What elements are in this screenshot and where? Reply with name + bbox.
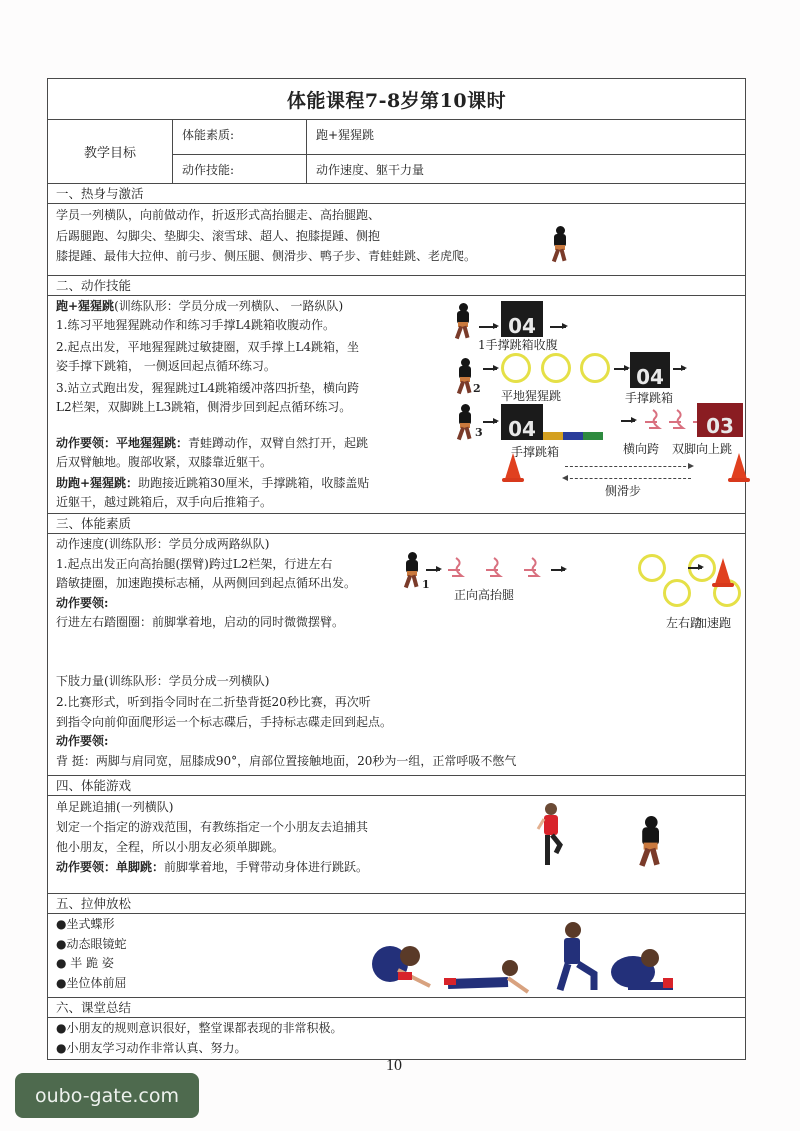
arrow-icon [621, 420, 635, 422]
leg-title: 下肢力量(训练队形：学员分成一列横队) [56, 673, 270, 688]
hurdle-icon [446, 556, 470, 578]
section-stretch [48, 913, 745, 997]
arrow-icon [673, 368, 685, 370]
diagram-label: 侧滑步 [605, 484, 642, 498]
diagram-label: 手撑跳箱 [511, 445, 560, 459]
skills-diagram [443, 296, 743, 511]
stretch-item: ●坐位体前屈 [56, 975, 127, 990]
cone-icon [731, 453, 747, 479]
watermark-badge: oubo-gate.com [15, 1073, 199, 1118]
arrow-icon [550, 326, 566, 328]
dashed-arrow-left-icon [565, 478, 691, 479]
cone-base [712, 583, 734, 587]
skills-subtitle: 跑+猩猩跳(训练队形：学员分成一列横队、 一路纵队) [56, 299, 344, 313]
goal-value-skill: 动作速度、躯干力量 [306, 154, 745, 183]
stretch-item: ●坐式蝶形 [56, 917, 115, 931]
page-number: 10 [386, 1057, 402, 1074]
agility-ring-icon [663, 579, 691, 607]
skills-step: L2栏架，双脚跳上L3跳箱，侧滑步回到起点循环练习。 [56, 400, 352, 414]
game-title: 单足跳追捕(一列横队) [56, 800, 174, 814]
section-heading-stretch: 五、拉伸放松 [48, 893, 745, 913]
leg-key-text: 背 挺：两脚与肩同宽，屈膝成90°，肩部位置接触地面，20秒为一组，正常呼吸不憋气 [56, 753, 517, 768]
teaching-goals [48, 119, 745, 183]
warmup-line: 后踢腿跑、勾脚尖、垫脚尖、滚雪球、超人、抱膝提踵、侧抱 [56, 228, 381, 243]
arrow-icon [688, 567, 702, 569]
skills-step: 1.练习平地猩猩跳动作和练习手撑L4跳箱收腹动作。 [56, 318, 336, 332]
leg-line: 到指令向前仰面爬形运一个标志碟后，手持标志碟走回到起点。 [56, 714, 393, 729]
page-title: 体能课程7-8岁第10课时 [286, 89, 507, 112]
speed-title: 动作速度(训练队形：学员分成两路纵队) [56, 537, 270, 551]
runner-icon [454, 303, 472, 339]
section-game [48, 795, 745, 893]
arrow-icon [426, 569, 440, 571]
agility-ring-icon [541, 353, 571, 383]
summary-item: ●小朋友的规则意识很好，整堂课都表现的非常积极。 [56, 1021, 343, 1035]
section-heading-summary: 六、课堂总结 [48, 997, 745, 1017]
speed-line: 1.起点出发正向高抬腿(摆臂)跨过L2栏架，行进左右 [56, 556, 333, 571]
jump-box-icon: 04 [501, 404, 543, 440]
folding-mat-icon [543, 432, 603, 440]
game-line: 他小朋友，全程，所以小朋友必须单脚跳。 [56, 840, 285, 854]
goal-key-skill: 动作技能: [172, 154, 306, 183]
red-jump-box-icon: 03 [697, 403, 743, 437]
stretch-item: ● 半 跪 姿 [56, 956, 114, 970]
cone-base [728, 478, 750, 482]
section-heading-game: 四、体能游戏 [48, 775, 745, 795]
game-key-points: 动作要领：单脚跳：前脚掌着地，手臂带动身体进行跳跃。 [56, 860, 369, 874]
runner-icon [403, 552, 421, 588]
skills-step: 2.起点出发，平地猩猩跳过敏捷圈，双手撑上L4跳箱，坐 [56, 340, 360, 354]
hurdle-icon [522, 556, 546, 578]
leg-key-label: 动作要领: [56, 734, 109, 748]
diagram-label: 加速跑 [695, 616, 732, 630]
hurdle-icon [643, 408, 667, 430]
section-skills [48, 295, 745, 513]
diagram-label: 平地猩猩跳 [501, 389, 562, 403]
running-child-image [638, 816, 663, 866]
arrow-icon [483, 368, 497, 370]
running-child-image [551, 226, 569, 262]
speed-line: 踏敏捷圈，加速跑摸标志桶，从两侧回到起点循环出发。 [56, 576, 357, 590]
skills-step: 姿手撑下跳箱， 一侧返回起点循环练习。 [56, 359, 276, 373]
cone-icon [505, 453, 521, 479]
lesson-plan-table [47, 78, 746, 1060]
arrow-icon [551, 569, 565, 571]
game-line: 划定一个指定的游戏范围，有教练指定一个小朋友去追捕其 [56, 820, 369, 834]
diagram-label: 左右踏 [666, 616, 703, 630]
summary-item: ●小朋友学习动作非常认真、努力。 [56, 1040, 247, 1055]
agility-ring-icon [638, 554, 666, 582]
agility-ring-icon [580, 353, 610, 383]
skills-step: 3.站立式跑出发，猩猩跳过L4跳箱缓冲落四折垫，横向跨 [56, 381, 360, 395]
fitness-diagram-end [688, 534, 748, 634]
diagram-label: 1手撑跳箱收腹 [478, 338, 558, 352]
diagram-label: 正向高抬腿 [454, 588, 515, 602]
station-number: 1 [422, 578, 430, 591]
cone-icon [715, 558, 731, 584]
stretch-item: ●动态眼镜蛇 [56, 936, 127, 951]
section-heading-fitness: 三、体能素质 [48, 513, 745, 533]
skills-key-points: 动作要领：平地猩猩跳：青蛙蹲动作，双臂自然打开，起跳 [56, 436, 369, 450]
leg-line: 2.比赛形式，听到指令同时在二折垫背挺20秒比赛，再次听 [56, 695, 371, 709]
warmup-line: 膝提踵、最伟大拉伸、前弓步、侧压腿、侧滑步、鸭子步、青蛙蛙跳、老虎爬。 [56, 249, 477, 263]
title-row [48, 79, 745, 119]
skills-run-jump-cont: 近躯干，越过跳箱后，双手向后推箱子。 [56, 495, 273, 509]
arrow-icon [483, 421, 497, 423]
runner-icon [456, 358, 474, 394]
jump-box-icon: 04 [630, 352, 670, 388]
arrow-icon [479, 326, 497, 328]
hopping-child-image [536, 801, 566, 871]
section-heading-skills: 二、动作技能 [48, 275, 745, 295]
section-fitness [48, 533, 745, 775]
station-number: 2 [473, 382, 481, 395]
warmup-line: 学员一列横队，向前做动作，折返形式高抬腿走、高抬腿跑、 [56, 208, 381, 222]
hurdle-icon [484, 556, 508, 578]
jump-box-icon: 04 [501, 301, 543, 337]
section-warmup [48, 203, 745, 275]
dashed-arrow-right-icon [565, 466, 691, 467]
skills-key-points-cont: 后双臂触地。腹部收紧，双膝靠近躯干。 [56, 455, 273, 469]
section-heading-warmup: 一、热身与激活 [48, 183, 745, 203]
speed-key-text: 行进左右踏圈圈：前脚掌着地，启动的同时微微摆臂。 [56, 615, 345, 629]
stretching-children-image [368, 920, 673, 994]
station-number: 3 [475, 426, 483, 439]
agility-ring-icon [501, 353, 531, 383]
goals-label: 教学目标 [83, 146, 136, 161]
speed-key-label: 动作要领: [56, 595, 109, 610]
diagram-label: 横向跨 [623, 442, 660, 456]
section-summary [48, 1017, 745, 1059]
cone-base [502, 478, 524, 482]
goal-value-fitness: 跑+猩猩跳 [306, 120, 745, 154]
diagram-label: 手撑跳箱 [625, 391, 674, 405]
diagram-label: 双脚向上跳 [672, 442, 733, 456]
goal-key-fitness: 体能素质: [172, 120, 306, 154]
runner-icon [456, 404, 474, 440]
skills-run-jump: 助跑+猩猩跳：助跑接近跳箱30厘米，手撑跳箱，收膝盖贴 [56, 476, 370, 490]
arrow-icon [614, 368, 628, 370]
hurdle-icon [667, 408, 691, 430]
